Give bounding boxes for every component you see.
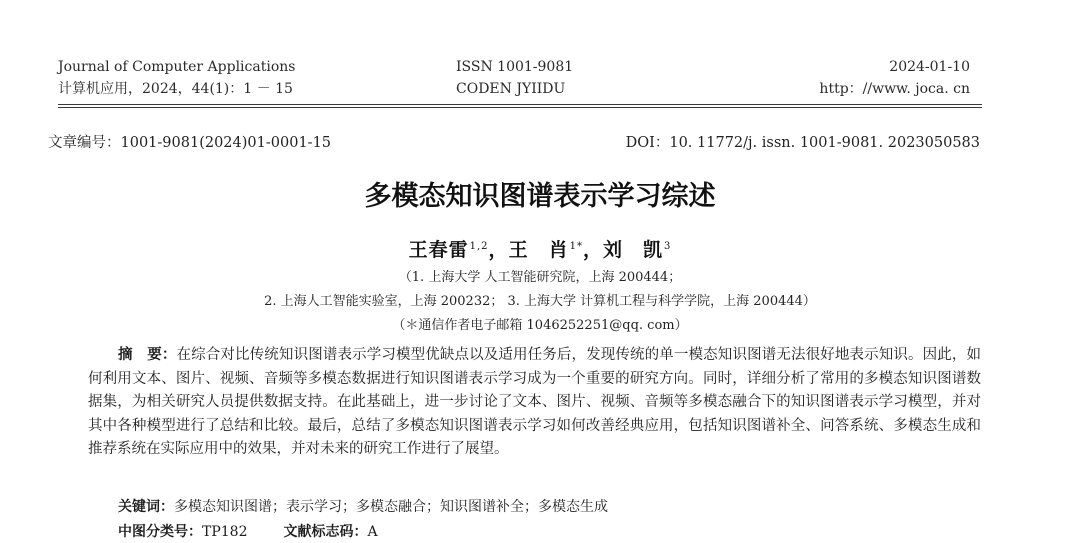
author-list xyxy=(0,235,1080,262)
author-affiliation-mark: 1,2 xyxy=(469,240,489,252)
journal-volume-info: 计算机应用，2024，44(1)：1 － 15 xyxy=(58,81,293,97)
article-number: 文章编号：1001-9081(2024)01-0001-15 xyxy=(48,135,332,151)
corresponding-email: （＊通信作者电子邮箱 1046252251@qq. com） xyxy=(392,318,688,333)
affiliation-line-2: 2. 上海人工智能实验室，上海 200232； 3. 上海大学 计算机工程与科学学院，上海 200444） xyxy=(264,294,816,309)
clc-label: 中图分类号： xyxy=(118,524,202,540)
doi[interactable]: DOI：10. 11772/j. issn. 1001-9081. 2023050583 xyxy=(625,135,980,151)
keywords-label: 关键词： xyxy=(118,499,174,515)
author-separator: ， xyxy=(488,239,509,261)
author-affiliation-mark: 3 xyxy=(663,240,672,252)
author-affiliation-mark: 1* xyxy=(569,240,583,252)
paper-title: 多模态知识图谱表示学习综述 xyxy=(364,181,716,212)
affiliation-line-1: （1. 上海大学 人工智能研究院，上海 200444； xyxy=(398,270,682,285)
author-name: 王春雷 xyxy=(408,239,469,261)
author-name: 刘 凯 xyxy=(602,239,663,261)
abstract-label: 摘 要： xyxy=(118,347,177,363)
journal-name-en: Journal of Computer Applications xyxy=(58,59,296,75)
keywords xyxy=(118,496,608,516)
header-rule-bottom xyxy=(58,107,982,108)
header-rule-top xyxy=(58,104,982,105)
doc-code-label: 文献标志码： xyxy=(283,524,368,540)
keywords-text: 多模态知识图谱；表示学习；多模态融合；知识图谱补全；多模态生成 xyxy=(174,499,608,515)
abstract xyxy=(88,344,981,462)
issn: ISSN 1001-9081 xyxy=(456,59,574,75)
classification xyxy=(118,521,378,541)
doc-code-value: A xyxy=(367,524,378,540)
journal-url[interactable]: http：//www. joca. cn xyxy=(819,81,970,97)
abstract-text: 在综合对比传统知识图谱表示学习模型优缺点以及适用任务后，发现传统的单一模态知识图谱无法很好地表示知识。因此，如何利用文本、图片、视频、音频等多模态数据进行知识图谱表示学习成为一个重要的研究方向。同时，详细分析了常用的多模态知识图谱数据集，为相关研究人员提供数据支持。在此基础上，进一步讨论了文本、图片、视频、音频等多模态融合下的知识图谱表示学习模型，并对其中各种模型进行了总结和比较。最后，总结了多模态知识图谱表示学习如何改善经典应用，包括知识图谱补全、问答系统、多模态生成和推荐系统在实际应用中的效果，并对未来的研究工作进行了展望。 xyxy=(88,347,982,457)
publish-date: 2024-01-10 xyxy=(889,59,970,75)
coden: CODEN JYIIDU xyxy=(456,81,566,97)
author-name: 王 肖 xyxy=(508,239,569,261)
author-separator: ， xyxy=(582,239,603,261)
clc-value: TP182 xyxy=(202,524,248,540)
